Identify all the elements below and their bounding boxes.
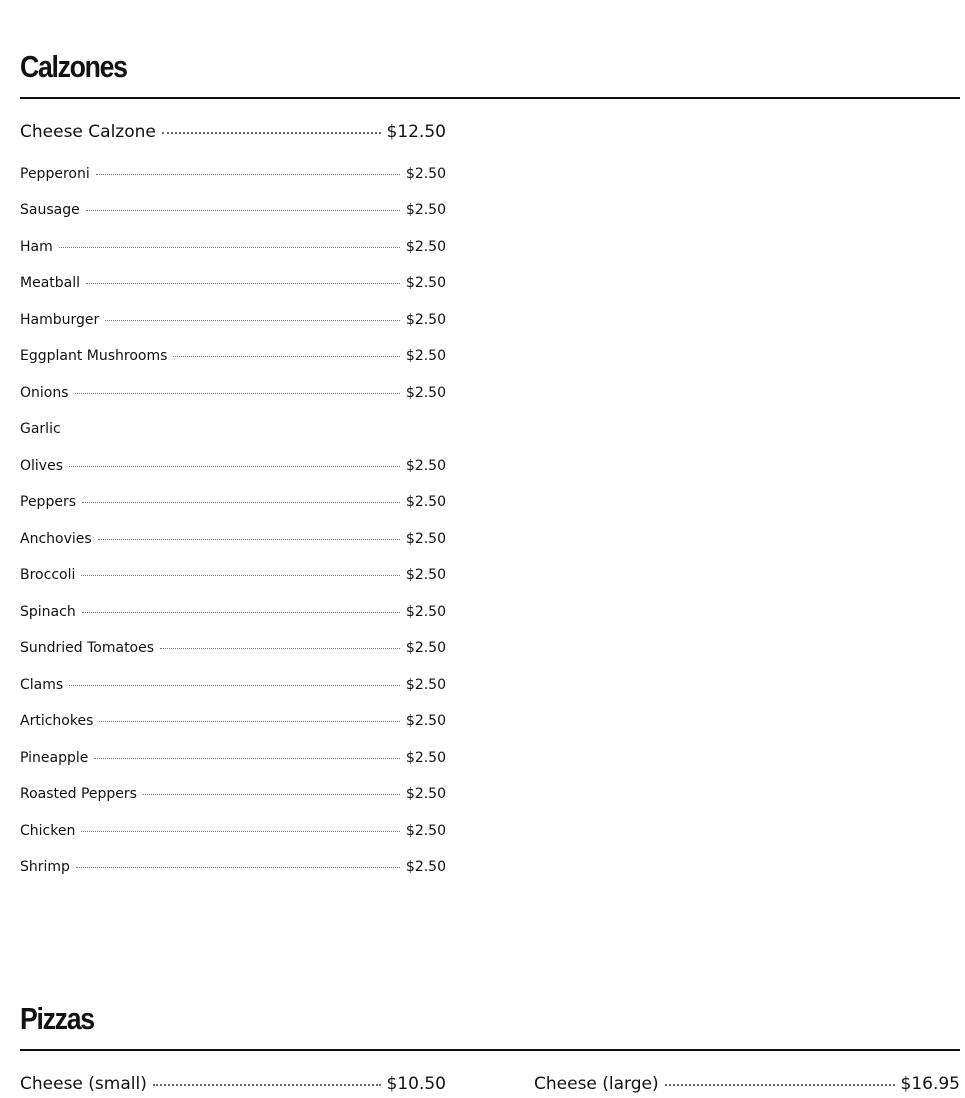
topping-name: Sausage [20, 202, 80, 218]
calzones-divider [20, 97, 960, 99]
topping-row[interactable] [20, 713, 446, 733]
topping-row[interactable] [20, 823, 446, 843]
topping-row[interactable] [20, 640, 446, 660]
topping-row[interactable] [20, 786, 446, 806]
dot-leader [94, 758, 400, 759]
menu-item-price: $10.50 [386, 1074, 446, 1094]
dot-leader [59, 247, 400, 248]
topping-name: Artichokes [20, 713, 94, 729]
topping-name: Chicken [20, 823, 76, 839]
topping-name: Broccoli [20, 567, 76, 583]
topping-name: Clams [20, 677, 64, 693]
topping-price: $2.50 [405, 458, 446, 474]
topping-name: Pepperoni [20, 166, 90, 182]
topping-name: Garlic [20, 421, 61, 437]
topping-price: $2.50 [405, 677, 446, 693]
topping-price: $2.50 [405, 275, 446, 291]
calzones-heading: Calzones [20, 49, 127, 84]
topping-row[interactable] [20, 202, 446, 222]
pizzas-heading: Pizzas [20, 1001, 94, 1036]
dot-leader [81, 831, 400, 832]
topping-row[interactable] [20, 275, 446, 295]
dot-leader [160, 648, 400, 649]
topping-row[interactable] [20, 677, 446, 697]
topping-row[interactable] [20, 421, 446, 441]
topping-price: $2.50 [405, 786, 446, 802]
dot-leader [143, 794, 400, 795]
topping-row[interactable] [20, 531, 446, 551]
topping-price: $2.50 [405, 604, 446, 620]
dot-leader [105, 320, 400, 321]
topping-price: $2.50 [405, 567, 446, 583]
menu-item-name: Cheese Calzone [20, 122, 156, 142]
topping-row[interactable] [20, 312, 446, 332]
menu-item-cheese-calzone[interactable] [20, 122, 446, 146]
topping-name: Peppers [20, 494, 76, 510]
topping-row[interactable] [20, 750, 446, 770]
topping-price: $2.50 [405, 531, 446, 547]
dot-leader [69, 685, 400, 686]
topping-name: Hamburger [20, 312, 100, 328]
topping-row[interactable] [20, 859, 446, 879]
topping-name: Olives [20, 458, 63, 474]
topping-row[interactable] [20, 348, 446, 368]
dot-leader [173, 356, 399, 357]
topping-row[interactable] [20, 494, 446, 514]
topping-price: $2.50 [405, 239, 446, 255]
menu-item-price: $16.95 [900, 1074, 960, 1094]
topping-name: Ham [20, 239, 53, 255]
pizzas-divider [20, 1049, 960, 1051]
dot-leader [665, 1084, 895, 1086]
menu-item-cheese-large[interactable] [534, 1074, 960, 1098]
topping-price: $2.50 [405, 202, 446, 218]
dot-leader [86, 210, 400, 211]
topping-name: Onions [20, 385, 69, 401]
topping-row[interactable] [20, 385, 446, 405]
dot-leader [99, 721, 400, 722]
topping-price: $2.50 [405, 312, 446, 328]
topping-price: $2.50 [405, 385, 446, 401]
topping-price: $2.50 [405, 166, 446, 182]
dot-leader [75, 393, 400, 394]
topping-name: Roasted Peppers [20, 786, 137, 802]
topping-price: $2.50 [405, 713, 446, 729]
topping-row[interactable] [20, 458, 446, 478]
dot-leader [153, 1084, 381, 1086]
topping-row[interactable] [20, 166, 446, 186]
topping-row[interactable] [20, 567, 446, 587]
topping-name: Pineapple [20, 750, 89, 766]
menu-item-cheese-small[interactable] [20, 1074, 446, 1098]
dot-leader [96, 174, 400, 175]
topping-price: $2.50 [405, 859, 446, 875]
dot-leader [69, 466, 400, 467]
dot-leader [162, 132, 381, 134]
topping-price: $2.50 [405, 823, 446, 839]
dot-leader [86, 283, 400, 284]
topping-name: Meatball [20, 275, 81, 291]
topping-name: Sundried Tomatoes [20, 640, 155, 656]
topping-price: $2.50 [405, 750, 446, 766]
topping-name: Shrimp [20, 859, 70, 875]
menu-item-name: Cheese (large) [534, 1074, 659, 1094]
dot-leader [82, 612, 400, 613]
topping-row[interactable] [20, 239, 446, 259]
dot-leader [81, 575, 400, 576]
dot-leader [98, 539, 400, 540]
menu-item-price: $12.50 [386, 122, 446, 142]
dot-leader [82, 502, 400, 503]
topping-name: Spinach [20, 604, 76, 620]
topping-row[interactable] [20, 604, 446, 624]
topping-name: Eggplant Mushrooms [20, 348, 168, 364]
menu-item-name: Cheese (small) [20, 1074, 147, 1094]
topping-price: $2.50 [405, 348, 446, 364]
topping-name: Anchovies [20, 531, 92, 547]
dot-leader [76, 867, 400, 868]
topping-price: $2.50 [405, 494, 446, 510]
topping-price: $2.50 [405, 640, 446, 656]
